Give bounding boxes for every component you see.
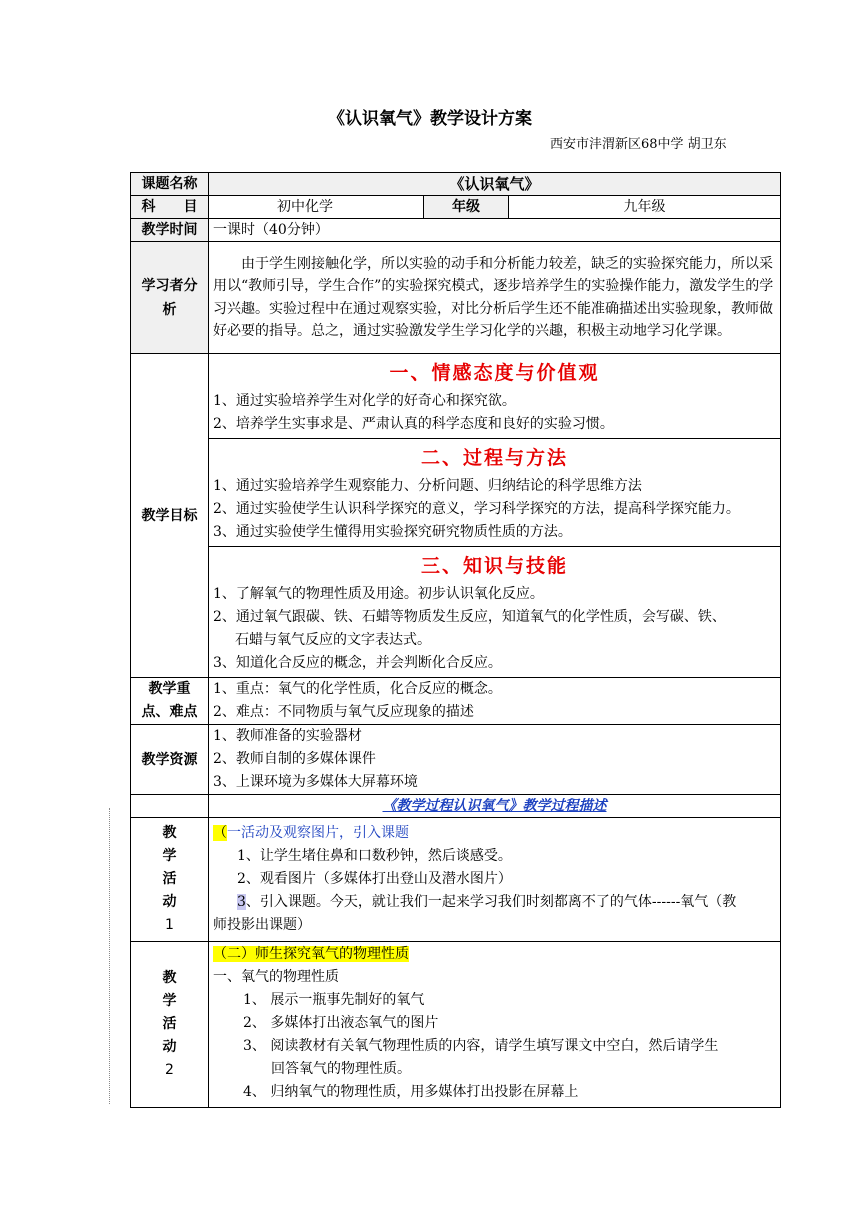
row-activity-1 xyxy=(131,818,781,942)
activity-label-char: 学 xyxy=(162,848,177,864)
document-title: 《认识氧气》教学设计方案 xyxy=(328,109,532,129)
process-title-cell xyxy=(209,795,781,818)
learner-label: 学习者分析 xyxy=(131,242,209,354)
resource-item: 1、教师准备的实验器材 xyxy=(213,728,362,744)
process-link[interactable]: 《教学过程认识氧气》教学过程描述 xyxy=(382,798,607,814)
subject-label: 科 目 xyxy=(131,196,209,219)
goal-block-1 xyxy=(209,354,780,439)
goal-item: 1、了解氧气的物理性质及用途。初步认识氧化反应。 xyxy=(213,586,544,602)
activity-2-heading xyxy=(213,943,776,966)
activity-label-char: 动 xyxy=(162,1039,177,1055)
subject-value: 初中化学 xyxy=(209,196,424,219)
goal-item: 3、通过实验使学生懂得用实验探究研究物质性质的方法。 xyxy=(213,524,572,540)
row-course-name xyxy=(131,173,781,196)
activity-item: 4、 归纳氧气的物理性质，用多媒体打出投影在屏幕上 xyxy=(243,1084,579,1100)
resources-cell xyxy=(209,725,781,795)
row-process-title xyxy=(131,795,781,818)
goals-cell xyxy=(209,354,781,678)
keypoint-item: 1、重点：氧气的化学性质，化合反应的概念。 xyxy=(213,681,502,697)
row-learner xyxy=(131,242,781,354)
margin-line xyxy=(109,808,111,1104)
activity-item: 3、 阅读教材有关氧气物理性质的内容，请学生填写课文中空白，然后请学生 xyxy=(243,1038,719,1054)
goal-item-continued: 石蜡与氧气反应的文字表达式。 xyxy=(235,632,431,648)
row-subject xyxy=(131,196,781,219)
goal-heading-2: 二、过程与方法 xyxy=(421,447,569,469)
activity-2-cell xyxy=(209,942,781,1108)
goal-heading-1: 一、情感态度与价值观 xyxy=(389,362,600,384)
course-name-value: 《认识氧气》 xyxy=(209,173,781,196)
goal-item: 3、知道化合反应的概念，并会判断化合反应。 xyxy=(213,655,502,671)
keypoint-item: 2、难点：不同物质与氧气反应现象的描述 xyxy=(213,704,474,720)
row-resources xyxy=(131,725,781,795)
activity-label-char: 动 xyxy=(162,894,177,910)
resource-item: 2、教师自制的多媒体课件 xyxy=(213,751,376,767)
row-activity-2 xyxy=(131,942,781,1108)
activity-item-text: 、引入课题。今天，就让我们一起来学习我们时刻都离不了的气体------氧气（教 xyxy=(245,894,737,910)
process-title-empty xyxy=(131,795,209,818)
heading-text: 一活动及观察图片，引入课题 xyxy=(227,825,409,841)
goals-label: 教学目标 xyxy=(131,354,209,678)
goal-block-2 xyxy=(209,439,780,547)
activity-item-continued: 师投影出课题） xyxy=(213,917,311,933)
grade-label: 年级 xyxy=(424,196,509,219)
activity-item: 2、观看图片（多媒体打出登山及潜水图片） xyxy=(237,871,512,887)
time-value: 一课时（40分钟） xyxy=(209,219,781,242)
row-goals xyxy=(131,354,781,678)
activity-label-char: 学 xyxy=(162,993,177,1009)
goal-item: 2、通过实验使学生认识科学探究的意义，学习科学探究的方法，提高科学探究能力。 xyxy=(213,501,740,517)
activity-label-char: 活 xyxy=(162,871,177,887)
goal-item: 2、通过氧气跟碳、铁、石蜡等物质发生反应，知道氧气的化学性质，会写碳、铁、 xyxy=(213,609,726,625)
keypoints-label-line: 教学重 xyxy=(148,681,191,697)
heading-text: （二）师生探究氧气的物理性质 xyxy=(213,946,409,962)
activity-1-cell xyxy=(209,818,781,942)
resources-label: 教学资源 xyxy=(131,725,209,795)
activity-item-continued: 回答氧气的物理性质。 xyxy=(271,1061,411,1077)
goal-heading-3: 三、知识与技能 xyxy=(421,555,569,577)
activity-1-heading xyxy=(213,822,776,845)
goal-item: 1、通过实验培养学生对化学的好奇心和探究欲。 xyxy=(213,393,516,409)
goal-block-3 xyxy=(209,547,780,677)
course-name-label: 课题名称 xyxy=(131,173,209,196)
keypoints-cell xyxy=(209,678,781,725)
resource-item: 3、上课环境为多媒体大屏幕环境 xyxy=(213,774,418,790)
activity-label-char: 2 xyxy=(165,1062,174,1078)
grade-value: 九年级 xyxy=(509,196,781,219)
heading-bracket: （ xyxy=(213,825,227,841)
author-line: 西安市沣渭新区68中学 胡卫东 xyxy=(550,137,727,152)
activity-label-char: 1 xyxy=(165,917,174,933)
learner-cell xyxy=(209,242,781,354)
row-keypoints xyxy=(131,678,781,725)
activity-item: 1、让学生堵住鼻和口数秒钟，然后谈感受。 xyxy=(237,848,512,864)
learner-text: 由于学生刚接触化学，所以实验的动手和分析能力较差，缺乏的实验探究能力，所以采用以“教师引导，学生合作”的实验探究模式，逐步培养学生的实验操作能力，激发学生的学习兴趣。实验过程中在通过观察实验，对比分析后学生还不能准确描述出实验现象，教师做好必要的指导。总之，通过实验激发学生学习化学的兴趣，积极主动地学习化学课。 xyxy=(213,255,774,339)
keypoints-label-line: 点、难点 xyxy=(141,704,198,720)
activity-1-label xyxy=(131,818,209,942)
keypoints-label xyxy=(131,678,209,725)
time-label: 教学时间 xyxy=(131,219,209,242)
activity-item: 1、 展示一瓶事先制好的氧气 xyxy=(243,992,425,1008)
goal-item: 2、培养学生实事求是、严肃认真的科学态度和良好的实验习惯。 xyxy=(213,416,614,432)
activity-label-char: 教 xyxy=(162,970,177,986)
activity-label-char: 教 xyxy=(162,825,177,841)
activity-item xyxy=(213,891,776,914)
activity-subheading: 一、氧气的物理性质 xyxy=(213,969,339,985)
lesson-plan-table xyxy=(130,172,781,1108)
activity-2-label xyxy=(131,942,209,1108)
goal-item: 1、通过实验培养学生观察能力、分析问题、归纳结论的科学思维方法 xyxy=(213,478,642,494)
activity-item: 2、 多媒体打出液态氧气的图片 xyxy=(243,1015,439,1031)
selected-number: 3 xyxy=(237,894,246,910)
row-time xyxy=(131,219,781,242)
activity-label-char: 活 xyxy=(162,1016,177,1032)
